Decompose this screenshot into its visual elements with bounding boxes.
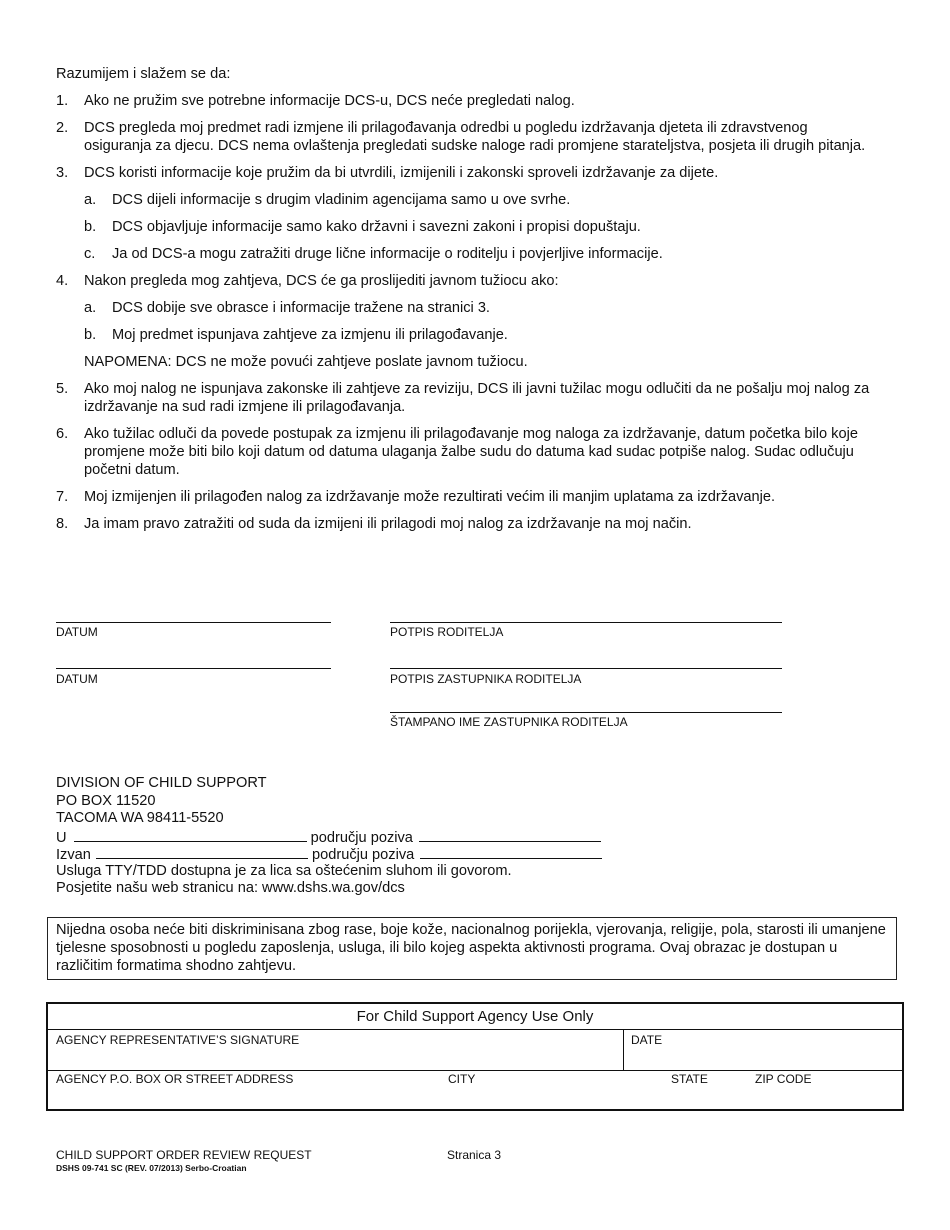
item-number: 5. <box>56 381 69 397</box>
item-letter: b. <box>84 219 97 235</box>
out-area-blank[interactable] <box>96 844 308 859</box>
item-letter: a. <box>84 192 97 208</box>
item-text: DCS pregleda moj predmet radi izmjene ili prilagođavanja odredbi u pogledu izdržavanja djeteta ili zdravstvenog osiguranja za djecu. DCS nema ovlaštenja pregledati sudske naloge radi promjene starateljstva, posjeta ili drugih pitanja. <box>84 120 866 154</box>
date-line-1[interactable] <box>56 622 331 623</box>
list-item <box>56 488 876 506</box>
date-label-2: DATUM <box>56 672 98 686</box>
list-subitem <box>84 218 876 236</box>
rep-signature-label: POTPIS ZASTUPNIKA RODITELJA <box>390 672 582 686</box>
item-text: Moj predmet ispunjava zahtjeve za izmjenu ili prilagođavanje. <box>112 327 508 343</box>
list-subitem <box>84 191 876 209</box>
rep-name-label: ŠTAMPANO IME ZASTUPNIKA RODITELJA <box>390 715 628 729</box>
agency-use-box <box>46 1002 904 1111</box>
list-subitem <box>84 245 876 263</box>
item-text: Ako tužilac odluči da povede postupak za izmjenu ili prilagođavanje mog naloga za izdržavanje, datum početka bilo koje promjene može biti bilo koji datum od datuma ulaganja žalbe sudu do datuma kad sudac potpiše nalog. Sudac odlučuju početni datum. <box>84 426 858 478</box>
item-text: DCS koristi informacije koje pružim da bi utvrdili, izmijenili i zakonski sproveli izdržavanje za dijete. <box>84 165 719 181</box>
row-divider <box>623 1030 624 1070</box>
item-number: 7. <box>56 489 69 505</box>
rep-name-line[interactable] <box>390 712 782 713</box>
terms-list <box>56 92 876 542</box>
list-item <box>56 425 876 479</box>
website-note: Posjetite našu web stranicu na: www.dshs.wa.gov/dcs <box>56 880 405 896</box>
list-subitem <box>84 326 876 344</box>
form-title: CHILD SUPPORT ORDER REVIEW REQUEST <box>56 1148 312 1162</box>
agency-date-label: DATE <box>631 1033 663 1047</box>
date-line-2[interactable] <box>56 668 331 669</box>
page-number: Stranica 3 <box>447 1148 502 1162</box>
parent-signature-line[interactable] <box>390 622 782 623</box>
address-line-2: PO BOX 11520 <box>56 792 156 809</box>
out-area-row <box>56 844 676 862</box>
form-id: DSHS 09-741 SC (REV. 07/2013) Serbo-Croatian <box>56 1163 247 1173</box>
list-item <box>56 92 876 110</box>
agency-signature-row <box>48 1030 902 1071</box>
item-text: DCS dijeli informacije s drugim vladinim agencijama samo u ove svrhe. <box>112 192 571 208</box>
item-number: 3. <box>56 165 69 181</box>
item-text: DCS objavljuje informacije samo kako državni i savezni zakoni i propisi dopuštaju. <box>112 219 641 235</box>
rep-signature-line[interactable] <box>390 668 782 669</box>
item-text: Ako moj nalog ne ispunjava zakonske ili zahtjeve za reviziju, DCS ili javni tužilac mogu odlučiti da ne pošalju moj nalog za izdržavanje na sud radi izmjene ili prilagođavanja. <box>84 381 870 415</box>
in-area-row <box>56 827 676 845</box>
item-text: Ako ne pružim sve potrebne informacije DCS-u, DCS neće pregledati nalog. <box>84 93 575 109</box>
item-number: 1. <box>56 93 69 109</box>
tty-note: Usluga TTY/TDD dostupna je za lica sa oštećenim sluhom ili govorom. <box>56 862 512 879</box>
agency-address-label: AGENCY P.O. BOX OR STREET ADDRESS <box>56 1072 294 1086</box>
agency-city-label: CITY <box>448 1072 476 1086</box>
list-item <box>56 515 876 533</box>
item-number: 6. <box>56 426 69 442</box>
item-number: 4. <box>56 273 69 289</box>
list-item <box>56 119 876 155</box>
agency-box-title: For Child Support Agency Use Only <box>48 1004 902 1030</box>
item-number: 2. <box>56 120 69 136</box>
list-subitem <box>84 299 876 317</box>
in-area-label: području poziva <box>310 829 413 846</box>
list-item <box>56 380 876 416</box>
in-area-phone-blank[interactable] <box>419 827 601 842</box>
list-item <box>56 164 876 182</box>
item-number: 8. <box>56 516 69 532</box>
address-line-1: DIVISION OF CHILD SUPPORT <box>56 775 267 791</box>
item-text: Ja imam pravo zatražiti od suda da izmijeni ili prilagodi moj nalog za izdržavanje na moj način. <box>84 516 692 532</box>
parent-signature-label: POTPIS RODITELJA <box>390 625 504 639</box>
item-text: Moj izmijenjen ili prilagođen nalog za izdržavanje može rezultirati većim ili manjim uplatama za izdržavanje. <box>84 489 776 505</box>
out-area-label: području poziva <box>312 847 415 863</box>
item-text: DCS dobije sve obrasce i informacije tražene na stranici 3. <box>112 300 490 316</box>
nondiscrimination-notice: Nijedna osoba neće biti diskriminisana zbog rase, boje kože, nacionalnog porijekla, vjerovanja, religije, pola, starosti ili umanjene tjelesne sposobnosti u pogledu zaposlenja, usluga, ili bilo kojeg aspekta aktivnosti programa. Ovaj obrazac je dostupan u različitim formatima shodno zahtjevu. <box>47 917 897 980</box>
in-area-prefix: U <box>56 829 67 846</box>
item-letter: c. <box>84 246 96 262</box>
date-label-1: DATUM <box>56 625 98 639</box>
agency-zip-label: ZIP CODE <box>755 1072 812 1086</box>
item-text: Ja od DCS-a mogu zatražiti druge lične informacije o roditelju i povjerljive informacije. <box>112 246 663 262</box>
item-letter: b. <box>84 327 97 343</box>
list-item <box>56 272 876 290</box>
out-area-phone-blank[interactable] <box>420 844 602 859</box>
out-area-prefix: Izvan <box>56 847 91 863</box>
item-letter: a. <box>84 300 97 316</box>
agency-rep-signature-label: AGENCY REPRESENTATIVE’S SIGNATURE <box>56 1033 300 1047</box>
agency-state-label: STATE <box>671 1072 708 1086</box>
dcs-address <box>56 774 676 897</box>
note-text: NAPOMENA: DCS ne može povući zahtjeve poslate javnom tužiocu. <box>84 354 528 370</box>
item-text: Nakon pregleda mog zahtjeva, DCS će ga proslijediti javnom tužiocu ako: <box>84 273 559 289</box>
address-line-3: TACOMA WA 98411-5520 <box>56 810 224 826</box>
in-area-blank[interactable] <box>74 827 307 842</box>
intro-text: Razumijem i slažem se da: <box>56 66 231 82</box>
